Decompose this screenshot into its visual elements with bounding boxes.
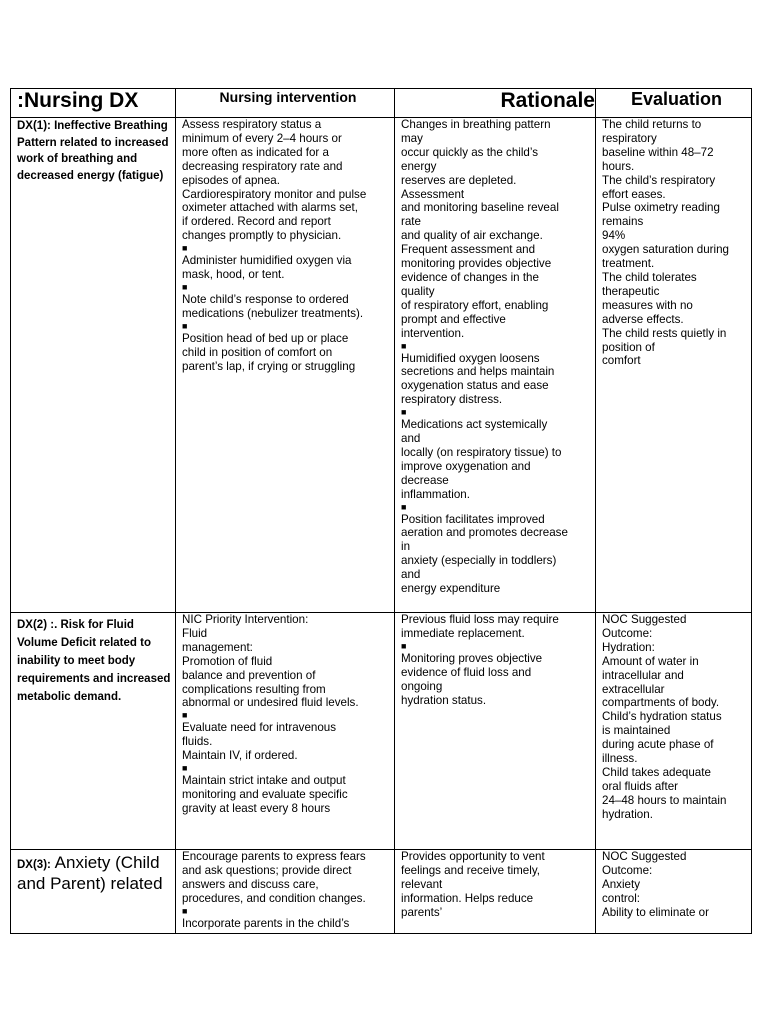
text-line: and monitoring baseline reveal — [401, 201, 559, 215]
nursing-care-plan-table — [10, 88, 752, 934]
table-row — [11, 118, 752, 613]
text-line: information. Helps reduce — [401, 891, 534, 905]
text-line: aeration and promotes decrease — [401, 526, 568, 540]
text-line: hydration status. — [401, 693, 487, 707]
text-line: quality — [401, 284, 435, 298]
bullet-marker: ■ — [401, 501, 407, 512]
text-line: energy — [401, 159, 437, 173]
text-line: answers and discuss care, — [182, 877, 319, 891]
text-line: monitoring provides objective — [401, 257, 552, 271]
text-line: Frequent assessment and — [401, 243, 536, 257]
rationale-cell — [395, 850, 596, 934]
text-line: ongoing — [401, 679, 443, 693]
text-line: immediate replacement. — [401, 626, 525, 640]
bullet-marker: ■ — [401, 640, 407, 651]
text-line: inflammation. — [401, 487, 470, 501]
evaluation-text — [602, 118, 751, 368]
text-line: complications resulting from — [182, 682, 326, 696]
text-line: minimum of every 2–4 hours or — [182, 131, 342, 145]
text-line: may — [401, 131, 423, 145]
text-line: and — [401, 568, 421, 582]
text-line: Child takes adequate — [602, 765, 711, 779]
text-line: The child returns to — [602, 118, 702, 131]
text-line: baseline within 48–72 — [602, 145, 714, 159]
text-line: Provides opportunity to vent — [401, 850, 545, 863]
header-nursing-intervention: Nursing intervention — [176, 89, 395, 118]
text-line: Assess respiratory status a — [182, 118, 322, 131]
evaluation-cell — [596, 850, 752, 934]
text-line: The child’s respiratory — [602, 173, 716, 187]
text-line: Promotion of fluid — [182, 654, 273, 668]
text-line: decrease — [401, 473, 449, 487]
text-line: position of — [602, 340, 655, 354]
dx-text: Anxiety (Child and Parent) related — [17, 853, 163, 893]
text-line: changes promptly to physician. — [182, 229, 342, 243]
bullet-marker: ■ — [182, 281, 188, 292]
text-line: evidence of changes in the — [401, 270, 539, 284]
text-line: Pulse oximetry reading — [602, 201, 720, 215]
text-line: rate — [401, 215, 421, 229]
intervention-text — [182, 613, 394, 816]
dx-text: Ineffective Breathing Pattern related to increased work of breathing and decreased energy (fatigue) — [17, 120, 169, 182]
intervention-text — [182, 850, 394, 931]
text-line: occur quickly as the child’s — [401, 145, 539, 159]
text-line: Encourage parents to express fears — [182, 850, 366, 863]
text-line: in — [401, 540, 411, 554]
text-line: hours. — [602, 159, 635, 173]
text-line: more often as indicated for a — [182, 145, 329, 159]
table-row — [11, 850, 752, 934]
text-line: and — [401, 432, 421, 446]
text-line: is maintained — [602, 724, 671, 738]
text-line: Fluid — [182, 626, 208, 640]
intervention-text — [182, 118, 394, 374]
text-line: Cardiorespiratory monitor and pulse — [182, 187, 367, 201]
text-line: 94% — [602, 229, 626, 243]
evaluation-text — [602, 613, 751, 822]
dx-code: DX(1): — [17, 120, 51, 132]
text-line: procedures, and condition changes. — [182, 891, 366, 905]
rationale-cell — [395, 613, 596, 850]
text-line: mask, hood, or tent. — [182, 268, 285, 282]
text-line: respiratory distress. — [401, 393, 503, 407]
text-line: Monitoring proves objective — [401, 651, 543, 665]
rationale-text — [401, 613, 595, 707]
intervention-cell — [176, 613, 395, 850]
dx-code: DX(3): — [17, 859, 51, 871]
evaluation-cell — [596, 613, 752, 850]
text-line: intracellular and — [602, 668, 684, 682]
text-line: decreasing respiratory rate and — [182, 159, 343, 173]
text-line: The child tolerates — [602, 270, 697, 284]
text-line: relevant — [401, 877, 443, 891]
bullet-marker: ■ — [182, 905, 188, 916]
text-line: improve oxygenation and — [401, 459, 531, 473]
text-line: oral fluids after — [602, 779, 679, 793]
text-line: Outcome: — [602, 626, 653, 640]
text-line: medications (nebulizer treatments). — [182, 306, 364, 320]
text-line: respiratory — [602, 131, 657, 145]
text-line: of respiratory effort, enabling — [401, 298, 549, 312]
evaluation-cell — [596, 118, 752, 613]
text-line: abnormal or undesired fluid levels. — [182, 696, 359, 710]
text-line: treatment. — [602, 257, 655, 271]
text-line: NOC Suggested — [602, 850, 687, 863]
text-line: intervention. — [401, 326, 465, 340]
text-line: and ask questions; provide direct — [182, 863, 352, 877]
text-line: remains — [602, 215, 644, 229]
text-line: compartments of body. — [602, 696, 720, 710]
bullet-marker: ■ — [182, 320, 188, 331]
text-line: therapeutic — [602, 284, 660, 298]
text-line: parents’ — [401, 905, 443, 919]
text-line: NIC Priority Intervention: — [182, 613, 309, 626]
text-line: Note child’s response to ordered — [182, 292, 349, 306]
header-evaluation: Evaluation — [596, 89, 752, 118]
text-line: during acute phase of — [602, 738, 714, 752]
text-line: Administer humidified oxygen via — [182, 254, 352, 268]
dx-cell — [11, 118, 176, 613]
dx-code: DX(2) : — [17, 619, 55, 631]
header-rationale: Rationale — [395, 89, 596, 118]
text-line: if ordered. Record and report — [182, 215, 331, 229]
table-row — [11, 613, 752, 850]
text-line: oxygen saturation during — [602, 243, 729, 257]
text-line: Position facilitates improved — [401, 512, 545, 526]
text-line: Ability to eliminate or — [602, 905, 709, 919]
bullet-marker: ■ — [182, 763, 188, 774]
text-line: child in position of comfort on — [182, 345, 333, 359]
dx-cell — [11, 850, 176, 934]
text-line: NOC Suggested — [602, 613, 687, 626]
text-line: Medications act systemically — [401, 418, 548, 432]
text-line: Anxiety — [602, 877, 641, 891]
text-line: illness. — [602, 752, 638, 766]
text-line: anxiety (especially in toddlers) — [401, 554, 557, 568]
dx-text: . Risk for Fluid Volume Deficit related to inability to meet body requirements and increased metabolic demand. — [17, 619, 171, 703]
text-line: prompt and effective — [401, 312, 506, 326]
text-line: Amount of water in — [602, 654, 699, 668]
text-line: Outcome: — [602, 863, 653, 877]
text-line: evidence of fluid loss and — [401, 665, 532, 679]
bullet-marker: ■ — [182, 243, 188, 254]
intervention-cell — [176, 850, 395, 934]
bullet-marker: ■ — [401, 407, 407, 418]
text-line: energy expenditure — [401, 582, 501, 596]
text-line: parent’s lap, if crying or struggling — [182, 359, 356, 373]
text-line: Incorporate parents in the child’s — [182, 916, 350, 930]
text-line: Hydration: — [602, 640, 655, 654]
text-line: Maintain strict intake and output — [182, 774, 346, 788]
text-line: oxygenation status and ease — [401, 379, 549, 393]
text-line: Changes in breathing pattern — [401, 118, 551, 131]
text-line: comfort — [602, 354, 641, 368]
text-line: Maintain IV, if ordered. — [182, 749, 298, 763]
text-line: Child’s hydration status — [602, 710, 722, 724]
text-line: and quality of air exchange. — [401, 229, 543, 243]
text-line: fluids. — [182, 735, 213, 749]
text-line: reserves are depleted. — [401, 173, 517, 187]
text-line: monitoring and evaluate specific — [182, 787, 348, 801]
text-line: Humidified oxygen loosens — [401, 351, 540, 365]
text-line: hydration. — [602, 807, 653, 821]
text-line: Assessment — [401, 187, 465, 201]
rationale-text — [401, 850, 595, 920]
text-line: 24–48 hours to maintain — [602, 793, 727, 807]
dx-cell — [11, 613, 176, 850]
rationale-text — [401, 118, 595, 596]
text-line: adverse effects. — [602, 312, 684, 326]
text-line: episodes of apnea. — [182, 173, 280, 187]
text-line: extracellular — [602, 682, 665, 696]
text-line: measures with no — [602, 298, 693, 312]
intervention-cell — [176, 118, 395, 613]
text-line: oximeter attached with alarms set, — [182, 201, 358, 215]
text-line: management: — [182, 640, 253, 654]
text-line: effort eases. — [602, 187, 666, 201]
bullet-marker: ■ — [182, 710, 188, 721]
rationale-cell — [395, 118, 596, 613]
text-line: balance and prevention of — [182, 668, 316, 682]
text-line: Position head of bed up or place — [182, 331, 349, 345]
text-line: Previous fluid loss may require — [401, 613, 559, 626]
text-line: feelings and receive timely, — [401, 863, 540, 877]
text-line: secretions and helps maintain — [401, 365, 555, 379]
text-line: locally (on respiratory tissue) to — [401, 445, 562, 459]
header-nursing-dx: :Nursing DX — [11, 89, 176, 118]
text-line: Evaluate need for intravenous — [182, 721, 337, 735]
text-line: The child rests quietly in — [602, 326, 727, 340]
header-row — [11, 89, 752, 118]
text-line: gravity at least every 8 hours — [182, 801, 331, 815]
evaluation-text — [602, 850, 751, 920]
bullet-marker: ■ — [401, 340, 407, 351]
text-line: control: — [602, 891, 641, 905]
